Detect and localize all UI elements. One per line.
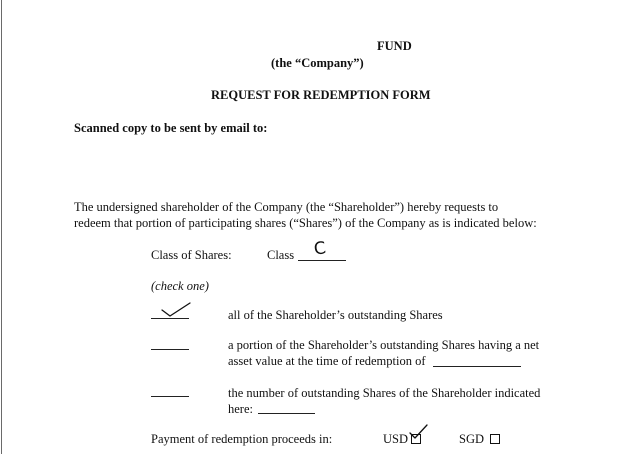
option-portion-label-line-1: a portion of the Shareholder’s outstanding Shares having a net: [228, 338, 540, 352]
number-of-shares-field[interactable]: [258, 413, 315, 414]
sgd-option[interactable]: [459, 432, 500, 447]
usd-check-mark-icon: [407, 424, 429, 440]
class-of-shares-label: Class of Shares:: [151, 248, 232, 262]
handwritten-check-icon: [160, 302, 192, 318]
form-title: REQUEST FOR REDEMPTION FORM: [211, 88, 431, 102]
option-number-label-line-1: the number of outstanding Shares of the Shareholder indicated: [228, 386, 541, 400]
fund-title: FUND: [377, 39, 412, 53]
net-asset-value-field[interactable]: [433, 366, 521, 367]
sgd-checkbox[interactable]: [490, 434, 500, 444]
intro-line-1: The undersigned shareholder of the Company (the “Shareholder”) hereby requests to: [74, 200, 499, 214]
scan-left-edge: [1, 0, 2, 454]
option-all-shares-label: all of the Shareholder’s outstanding Shares: [228, 308, 443, 322]
intro-line-2: redeem that portion of participating shares (“Shares”) of the Company as is indicated below:: [74, 216, 537, 230]
usd-label: USD: [383, 432, 409, 446]
class-value-handwritten: C: [312, 238, 328, 260]
class-label: Class: [267, 248, 295, 262]
payment-label: Payment of redemption proceeds in:: [151, 432, 333, 446]
option-number-checkbox-line[interactable]: [151, 396, 189, 397]
option-portion-label-line-2: asset value at the time of redemption of: [228, 354, 426, 368]
sgd-label: SGD: [459, 432, 485, 446]
option-all-shares-checkbox-line[interactable]: [151, 318, 189, 319]
company-label: (the “Company”): [271, 56, 364, 70]
email-notice: Scanned copy to be sent by email to:: [74, 121, 268, 135]
class-value-field[interactable]: [298, 260, 346, 261]
check-one-note: (check one): [151, 279, 209, 293]
option-number-label-line-2: here:: [228, 402, 253, 416]
option-portion-checkbox-line[interactable]: [151, 349, 189, 350]
